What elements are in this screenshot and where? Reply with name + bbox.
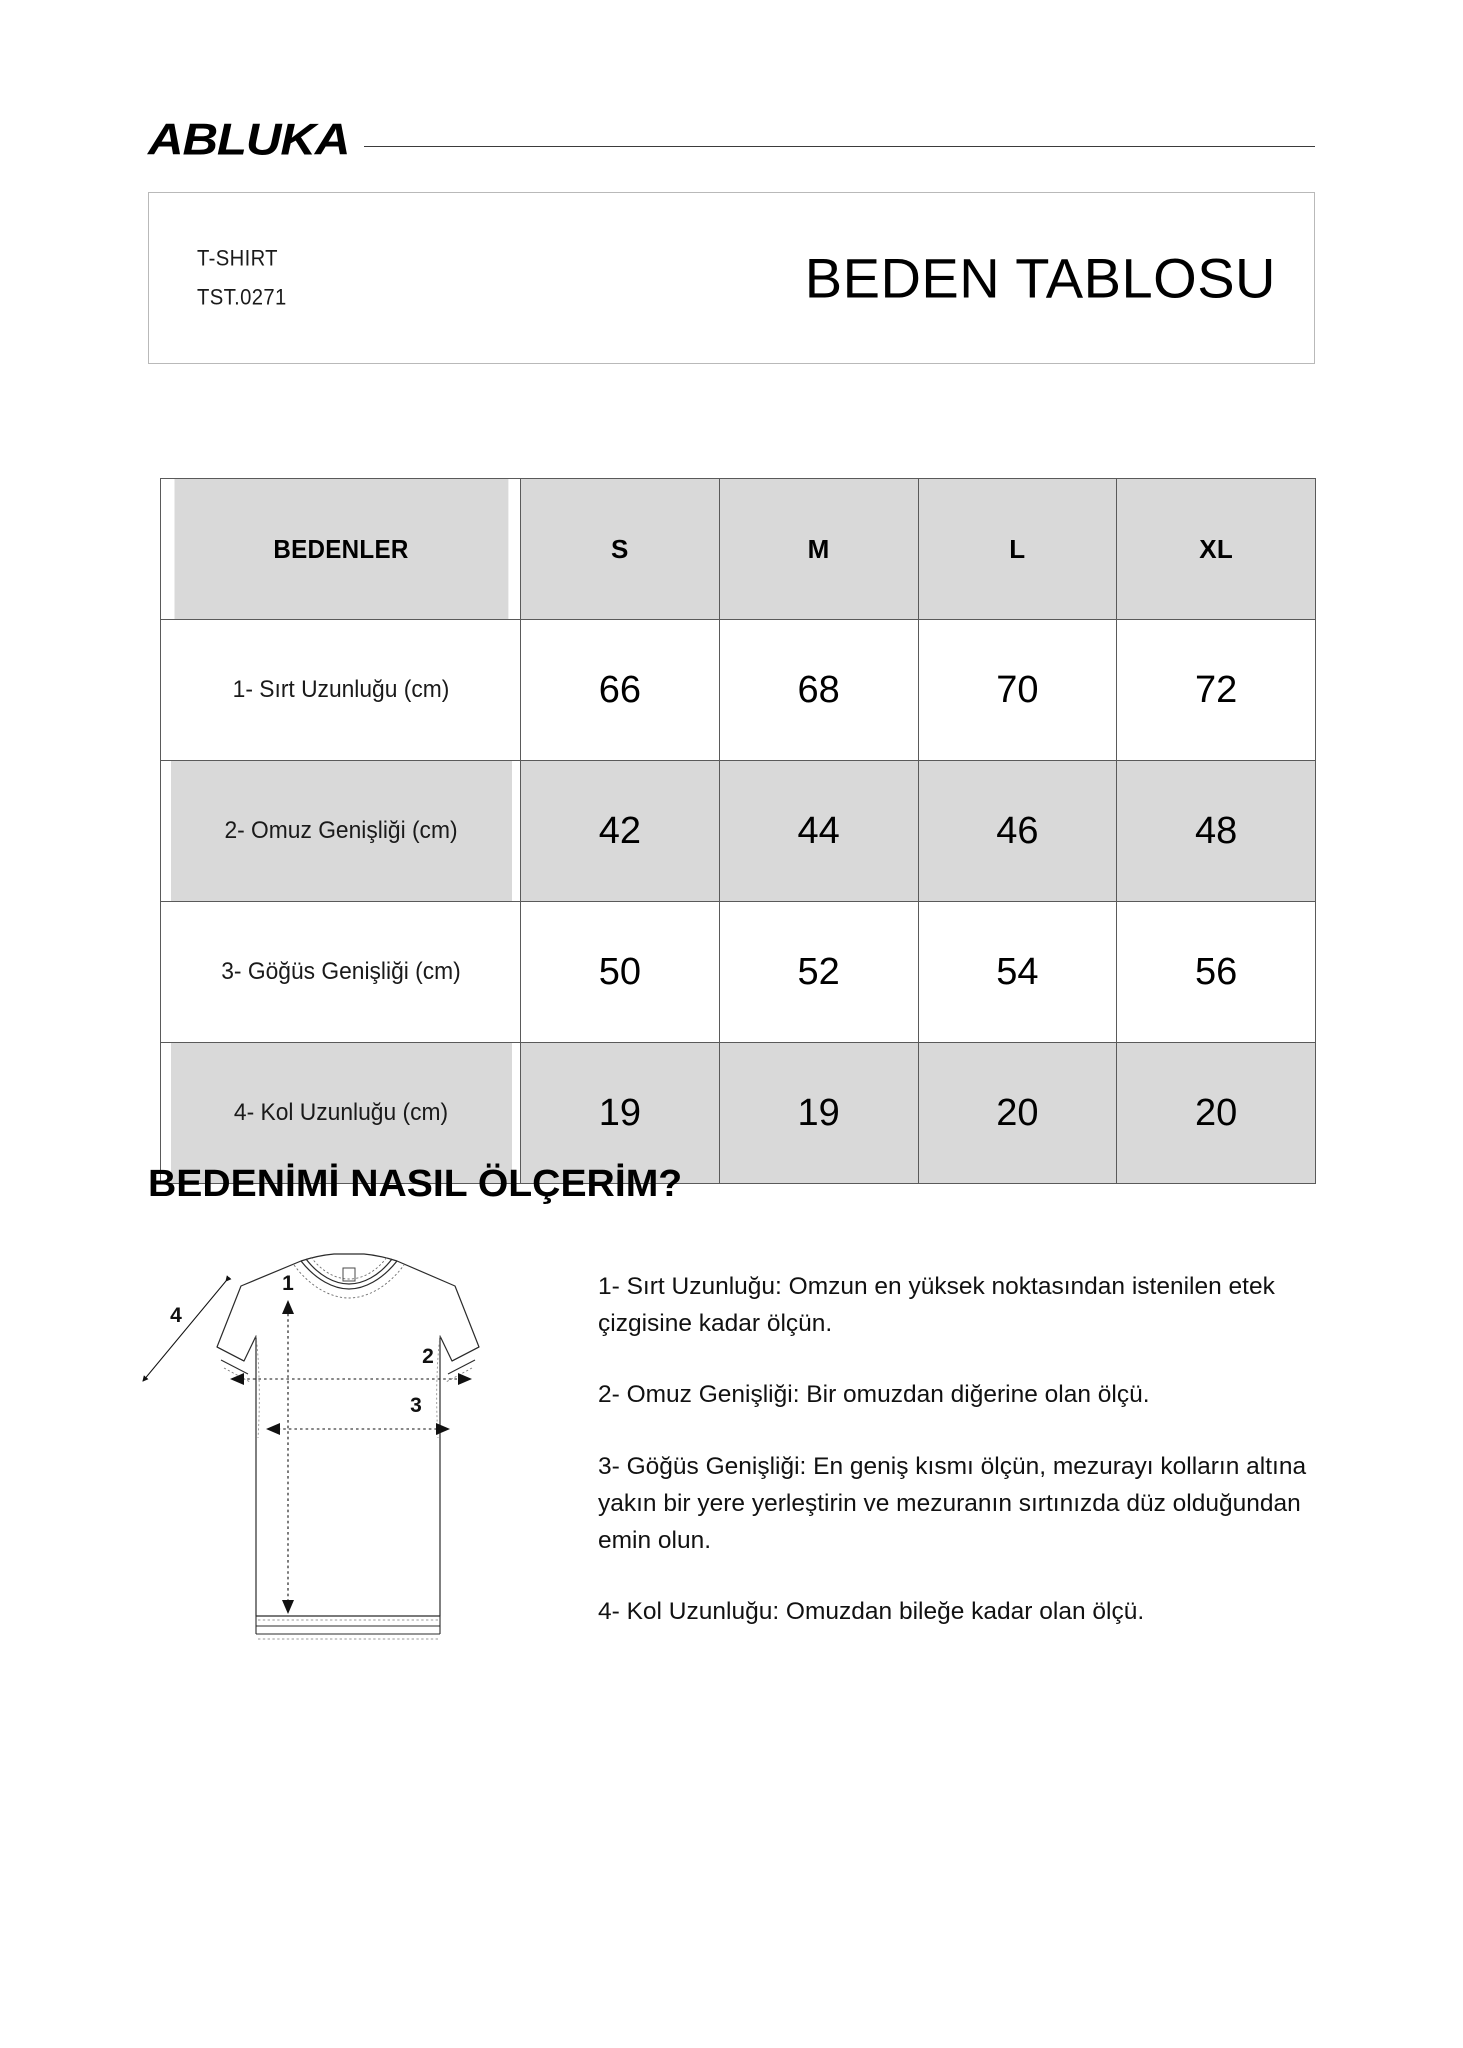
diagram-label-1: 1	[282, 1272, 294, 1295]
instruction-item-4: 4- Kol Uzunluğu: Omuzdan bileğe kadar olan ölçü.	[598, 1598, 1145, 1626]
product-code-label: TST.0271	[197, 284, 287, 309]
diagram-label-3: 3	[410, 1394, 422, 1417]
diagram-label-2: 2	[422, 1345, 434, 1368]
cell-sleeve-length-xl: 20	[1117, 1043, 1316, 1184]
page-title: BEDEN TABLOSU	[804, 246, 1276, 310]
size-table	[160, 478, 1316, 1184]
brand-header	[148, 114, 1315, 165]
cell-chest-width-s: 50	[521, 902, 720, 1043]
cell-back-length-xl: 72	[1117, 620, 1316, 761]
column-header-m: M	[719, 479, 918, 620]
instruction-item-2: 2- Omuz Genişliği: Bir omuzdan diğerine olan ölçü.	[598, 1381, 1150, 1409]
cell-shoulder-width-l: 46	[918, 761, 1117, 902]
cell-sleeve-length-l: 20	[918, 1043, 1117, 1184]
cell-chest-width-xl: 56	[1117, 902, 1316, 1043]
tshirt-technical-drawing-icon	[138, 1248, 558, 1648]
size-table-body	[161, 620, 1316, 1184]
row-label-sleeve-length: 4- Kol Uzunluğu (cm)	[170, 1043, 512, 1184]
tshirt-diagram	[138, 1248, 558, 1648]
table-header-row	[161, 479, 1316, 620]
table-row	[161, 902, 1316, 1043]
cell-chest-width-m: 52	[719, 902, 918, 1043]
row-label-shoulder-width: 2- Omuz Genişliği (cm)	[170, 761, 512, 902]
product-type-label: T-SHIRT	[197, 245, 278, 271]
product-info	[197, 240, 294, 317]
cell-back-length-l: 70	[918, 620, 1117, 761]
table-row	[161, 761, 1316, 902]
instruction-item-1: 1- Sırt Uzunluğu: Omzun en yüksek noktasından istenilen etek çizgisine kadar ölçün.	[598, 1273, 1275, 1338]
column-header-bedenler: BEDENLER	[173, 479, 508, 620]
row-label-back-length: 1- Sırt Uzunluğu (cm)	[170, 620, 512, 761]
cell-sleeve-length-m: 19	[719, 1043, 918, 1184]
instruction-item-3: 3- Göğüs Genişliği: En geniş kısmı ölçün, mezurayı kolların altına yakın bir yere yerleştirin ve mezuranın sırtınızda düz olduğundan emin olun.	[598, 1452, 1307, 1555]
cell-back-length-s: 66	[521, 620, 720, 761]
measure-section-heading: BEDENİMİ NASIL ÖLÇERİM?	[148, 1163, 683, 1205]
cell-back-length-m: 68	[719, 620, 918, 761]
column-header-s: S	[521, 479, 720, 620]
cell-shoulder-width-xl: 48	[1117, 761, 1316, 902]
cell-shoulder-width-s: 42	[521, 761, 720, 902]
column-header-xl: XL	[1117, 479, 1316, 620]
table-row	[161, 620, 1316, 761]
diagram-label-4: 4	[170, 1304, 182, 1327]
cell-chest-width-l: 54	[918, 902, 1117, 1043]
row-label-chest-width: 3- Göğüs Genişliği (cm)	[170, 902, 512, 1043]
abluka-logo: ABLUKA	[148, 114, 350, 165]
header-divider-rule	[364, 146, 1315, 147]
cell-sleeve-length-s: 19	[521, 1043, 720, 1184]
column-header-l: L	[918, 479, 1117, 620]
title-box	[148, 192, 1315, 364]
size-table-head	[161, 479, 1316, 620]
measure-instructions	[598, 1268, 1318, 1631]
cell-shoulder-width-m: 44	[719, 761, 918, 902]
